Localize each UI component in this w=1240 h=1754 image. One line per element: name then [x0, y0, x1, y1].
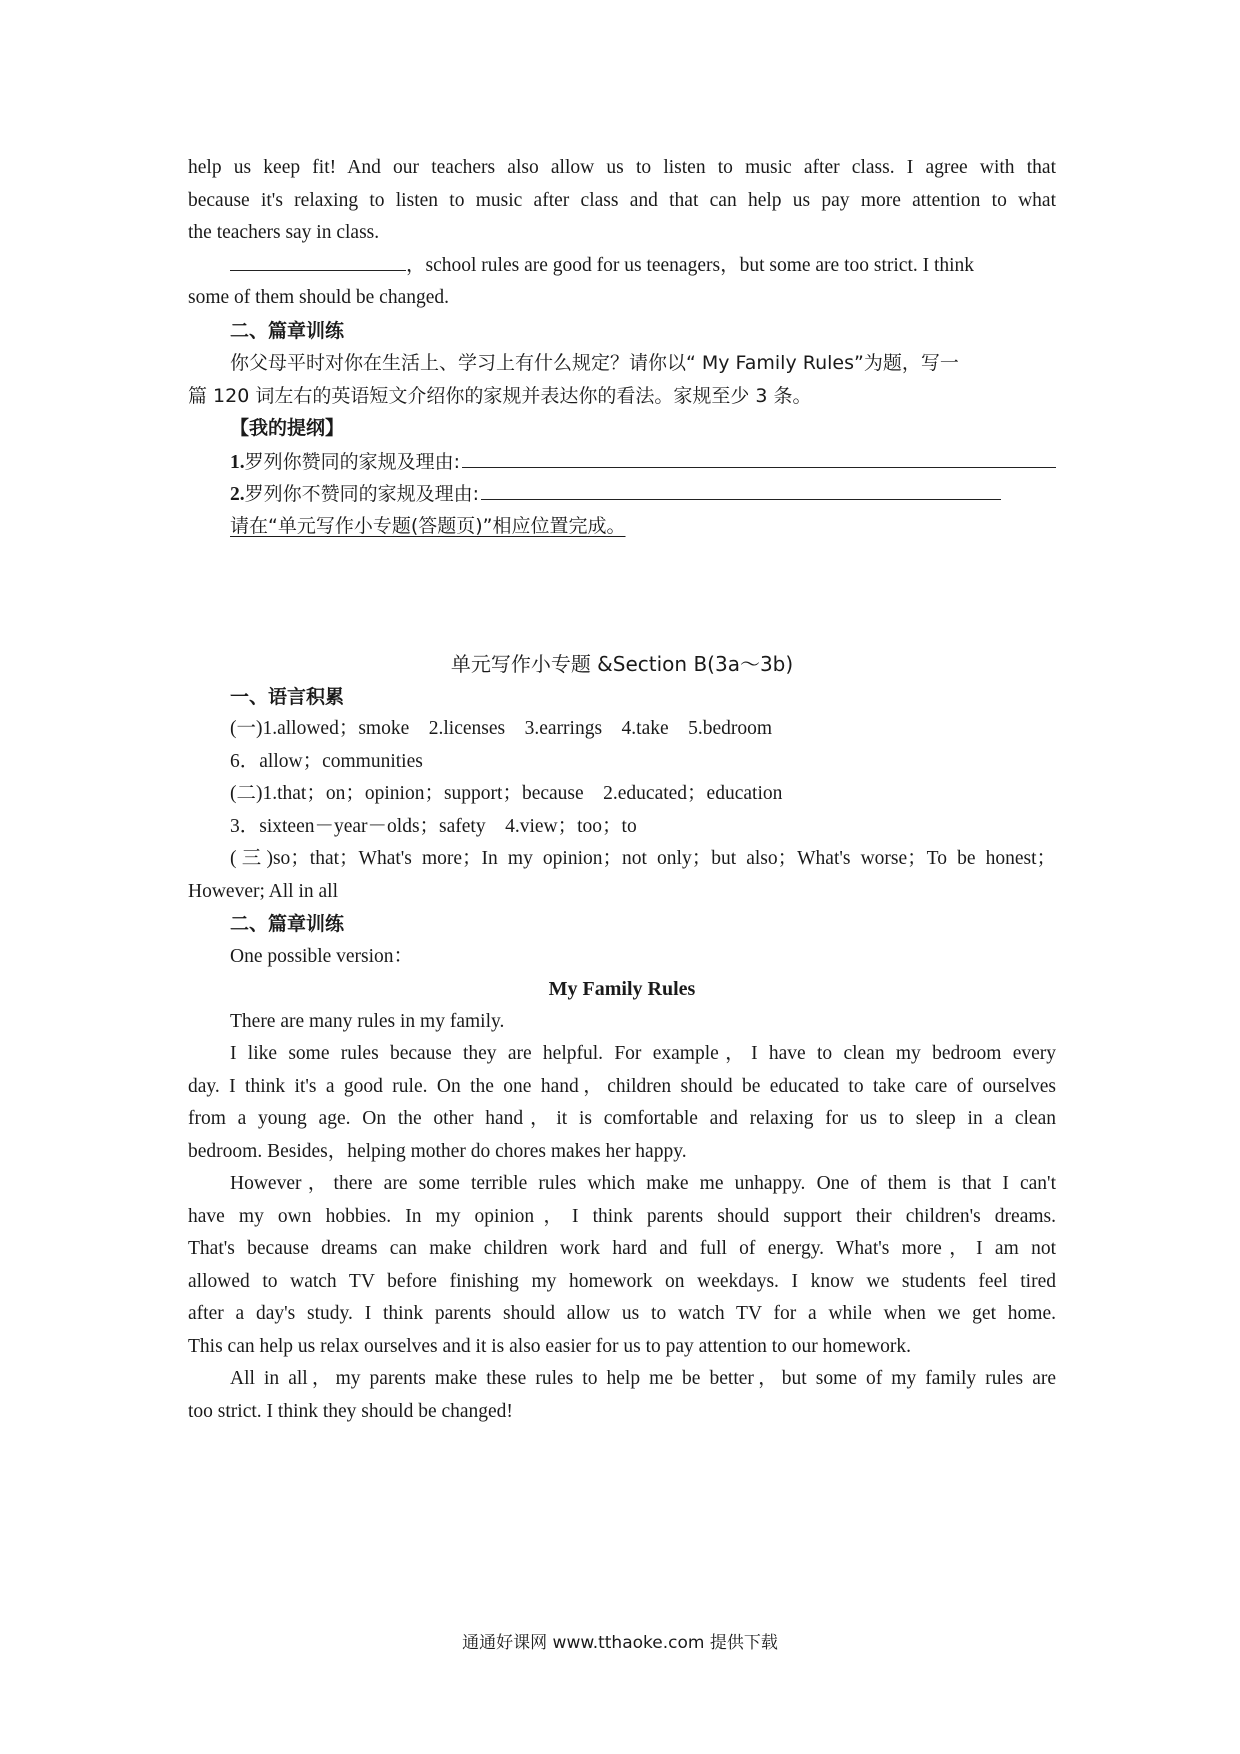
instruction-line: [188, 510, 1056, 543]
outline-label: 罗列你赞同的家规及理由:: [244, 450, 461, 473]
essay-line: That's because dreams can make children work hard and full of energy. What's more，I am not: [188, 1238, 1056, 1259]
paragraph-line: because it's relaxing to listen to music after class and that can help us pay more attention to what: [188, 189, 1056, 211]
essay-line: There are many rules in my family.: [230, 1010, 505, 1032]
page-content: [188, 152, 1056, 1428]
essay-line: I like some rules because they are helpful. For example，I have to clean my bedroom every: [230, 1043, 1056, 1064]
answer-line[interactable]: [462, 445, 1056, 468]
answer-blank[interactable]: [230, 250, 406, 271]
paragraph-line: help us keep fit! And our teachers also allow us to listen to music after class. I agree with that: [188, 157, 1056, 178]
fill-in-sentence: [188, 250, 1056, 283]
essay-line: This can help us relax ourselves and it is also easier for us to pay attention to our homework.: [188, 1335, 911, 1357]
answer-line: (二)1.that；on；opinion；support；because 2.educated；education: [230, 783, 783, 804]
outline-item-disagree: [188, 477, 1056, 510]
task-description-line: 你父母平时对你在生活上、学习上有什么规定？请你以“ My Family Rules”为题，写一: [230, 352, 959, 374]
essay-line: have my own hobbies. In my opinion，I think parents should support their children's dreams.: [188, 1205, 1056, 1227]
section-heading: 二、篇章训练: [230, 319, 345, 342]
version-label: One possible version：: [230, 945, 414, 967]
essay-line: bedroom. Besides，helping mother do chores makes her happy.: [188, 1140, 687, 1162]
essay-line: allowed to watch TV before finishing my homework on weekdays. I know we students feel tired: [188, 1270, 1056, 1292]
section-heading: 二、篇章训练: [230, 913, 345, 935]
essay-line: day. I think it's a good rule. On the one hand，children should be educated to take care of ourselves: [188, 1075, 1056, 1097]
answer-line[interactable]: [481, 477, 1001, 500]
spacer: [188, 542, 1056, 648]
answer-line: (三)so；that；What's more；In my opinion；not only；but also；What's worse；To be honest；: [230, 848, 1056, 869]
instruction-text: 请在“单元写作小专题(答题页)”相应位置完成。: [230, 514, 626, 537]
outline-number: 2.: [230, 484, 245, 505]
outline-number: 1.: [230, 451, 245, 473]
answer-line: 3．sixteen－year－olds；safety 4.view；too；to: [230, 815, 637, 837]
outline-label: 罗列你不赞同的家规及理由:: [244, 483, 480, 505]
task-description-line: 篇 120 词左右的英语短文介绍你的家规并表达你的看法。家规至少 3 条。: [188, 384, 812, 407]
section-heading: 一、语言积累: [230, 685, 345, 708]
page-footer: 通通好课网 www.tthaoke.com 提供下载: [462, 1633, 778, 1653]
outline-heading: 【我的提纲】: [230, 417, 345, 439]
paragraph-line: some of them should be changed.: [188, 287, 450, 308]
section-title: 单元写作小专题 &Section B(3a～3b): [450, 652, 794, 676]
sentence-text: ，school rules are good for us teenagers，but some are too strict. I think: [406, 254, 975, 276]
essay-line: from a young age. On the other hand，it is comfortable and relaxing for us to sleep in a clean: [188, 1108, 1056, 1129]
answer-line: (一)1.allowed；smoke 2.licenses 3.earrings 4.take 5.bedroom: [230, 718, 773, 739]
essay-line: too strict. I think they should be changed!: [188, 1400, 513, 1422]
outline-item-agree: [188, 445, 1056, 478]
essay-line: All in all，my parents make these rules to help me be better，but some of my family rules are: [230, 1368, 1056, 1389]
essay-title: My Family Rules: [548, 978, 696, 1000]
paragraph-line: the teachers say in class.: [188, 222, 380, 243]
answer-line: 6．allow；communities: [230, 750, 423, 772]
essay-line: However，there are some terrible rules which make me unhappy. One of them is that I can't: [230, 1173, 1056, 1194]
answer-line: However; All in all: [188, 880, 339, 902]
essay-line: after a day's study. I think parents should allow us to watch TV for a while when we get home.: [188, 1303, 1056, 1324]
